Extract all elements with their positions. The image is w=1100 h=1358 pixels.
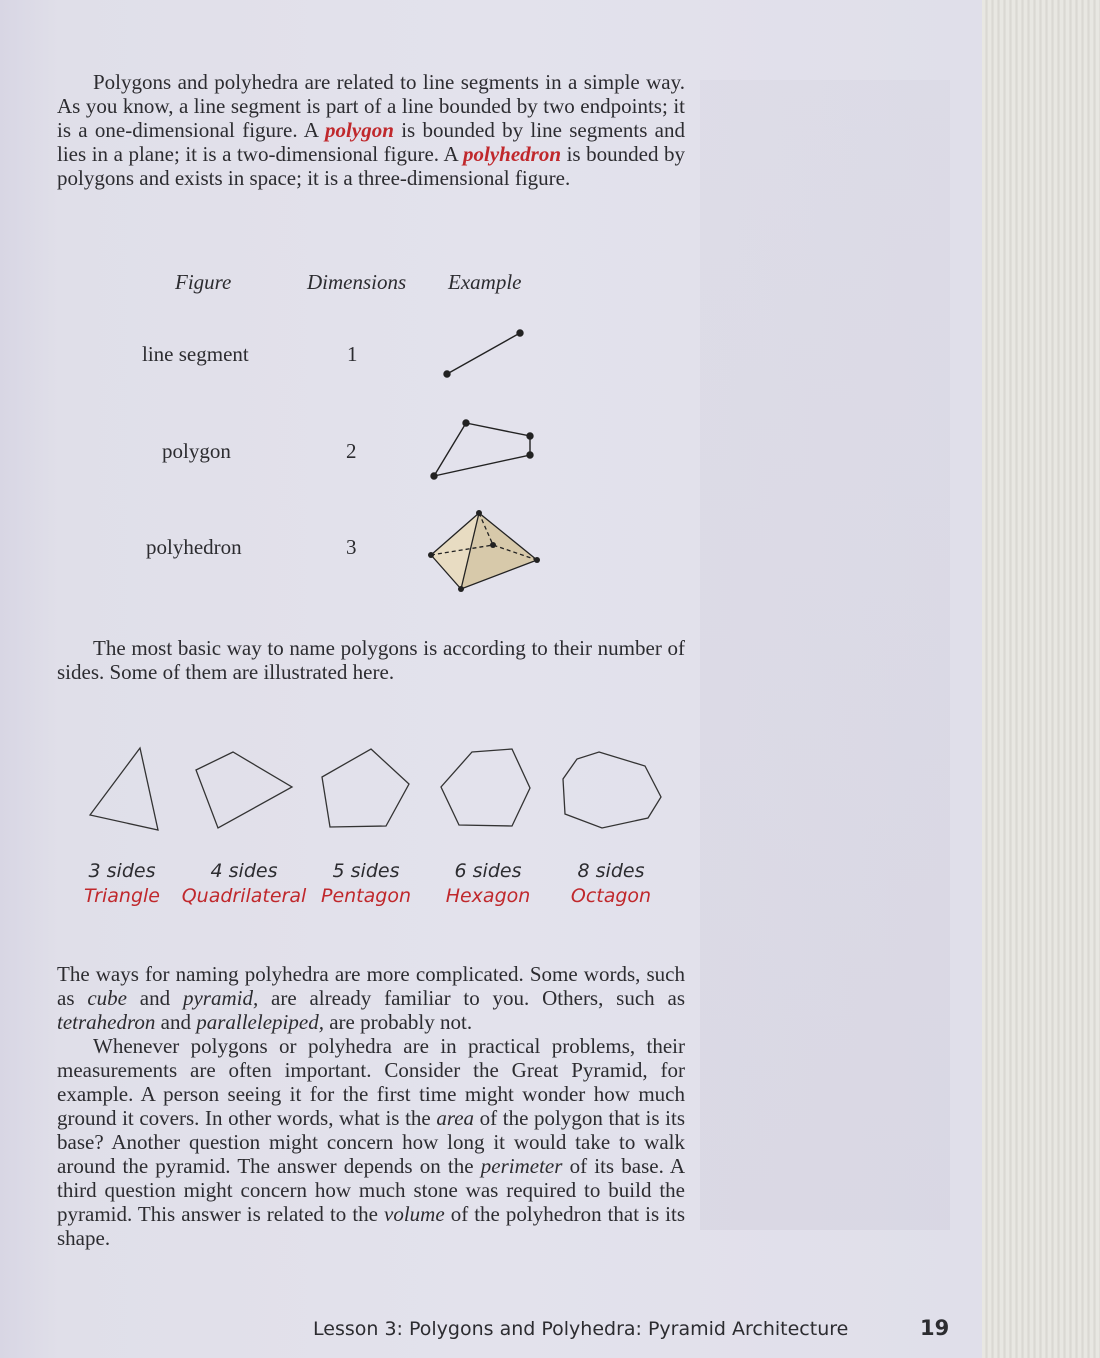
word-pyramid: pyramid, [182, 986, 259, 1010]
term-polygon: polygon [325, 118, 394, 142]
caption-hexagon-sides: 6 sides [454, 860, 522, 882]
caption-octagon-name: Octagon [570, 885, 652, 907]
triangle-shape [90, 748, 158, 830]
header-figure: Figure [175, 270, 232, 294]
caption-triangle-name: Triangle [84, 885, 160, 907]
word-volume: volume [384, 1202, 445, 1226]
polyhedra-text-3: are already familiar to you. Others, such as [258, 986, 685, 1010]
word-parallelepiped: parallelepiped, [196, 1010, 324, 1034]
pentagon-shape [322, 749, 409, 827]
measure-text-2: of the polygon that is its base? Another question might concern how long it would take to walk around the pyramid. The answer depends on the [57, 1106, 685, 1178]
row-polyhedron-label: polyhedron [146, 535, 242, 559]
caption-pentagon-name: Pentagon [320, 885, 411, 907]
word-perimeter: perimeter [480, 1154, 563, 1178]
row-polygon-label: polygon [162, 439, 231, 463]
polyhedra-paragraph [57, 962, 685, 1034]
polyhedra-text-4: and [155, 1010, 197, 1034]
caption-quadrilateral-name: Quadrilateral [181, 885, 307, 907]
intro-text-2: is bounded by line segments and lies in a plane; it is a two-dimensional figure. A [57, 118, 685, 166]
page-number: 19 [920, 1316, 950, 1340]
measurement-paragraph [57, 1034, 685, 1250]
header-example: Example [448, 270, 522, 294]
polyhedron-figure [428, 510, 540, 592]
polyhedra-text-2: and [126, 986, 183, 1010]
caption-pentagon-sides: 5 sides [332, 860, 400, 882]
lesson-footer: Lesson 3: Polygons and Polyhedra: Pyramid Architecture [313, 1318, 849, 1340]
caption-triangle-sides: 3 sides [88, 860, 156, 882]
quadrilateral-shape [196, 752, 292, 828]
header-dimensions: Dimensions [307, 270, 407, 294]
polygon-figure [431, 420, 533, 479]
intro-text-3: is bounded by polygons and exists in space; it is a three-dimensional figure. [57, 142, 686, 190]
term-polyhedron: polyhedron [463, 142, 562, 166]
caption-hexagon-name: Hexagon [445, 885, 531, 907]
polyhedra-text-1: The ways for naming polyhedra are more complicated. Some words, such as [57, 962, 685, 1010]
measure-text-3: of its base. A third question might concern how much stone was required to build the pyramid. This answer is related to the [57, 1154, 685, 1226]
row-line-segment-dimensions: 1 [347, 342, 358, 366]
row-polygon-dimensions: 2 [346, 439, 357, 463]
caption-quadrilateral-sides: 4 sides [210, 860, 278, 882]
word-cube: cube [87, 986, 127, 1010]
measure-text-1: Whenever polygons or polyhedra are in practical problems, their measurements are often important. Consider the Great Pyramid, for example. A person seeing it for the first time might wonder how much ground it covers. In other words, what is the [57, 1034, 685, 1130]
polyhedra-text-5: are probably not. [323, 1010, 473, 1034]
row-line-segment-label: line segment [142, 342, 249, 366]
octagon-shape [563, 752, 661, 828]
row-polyhedron-dimensions: 3 [346, 535, 357, 559]
hexagon-shape [441, 749, 530, 826]
intro-text-1: Polygons and polyhedra are related to line segments in a simple way. As you know, a line segment is part of a line bounded by two endpoints; it is a one-dimensional figure. A [57, 70, 685, 142]
caption-octagon-sides: 8 sides [577, 860, 645, 882]
word-area: area [436, 1106, 475, 1130]
naming-paragraph: The most basic way to name polygons is according to their number of sides. Some of them are illustrated here. [57, 636, 685, 684]
measure-text-4: of the polyhedron that is its shape. [57, 1202, 685, 1250]
caption-octagon [536, 859, 686, 909]
line-segment-figure [444, 330, 523, 377]
word-tetrahedron: tetrahedron [57, 1010, 156, 1034]
